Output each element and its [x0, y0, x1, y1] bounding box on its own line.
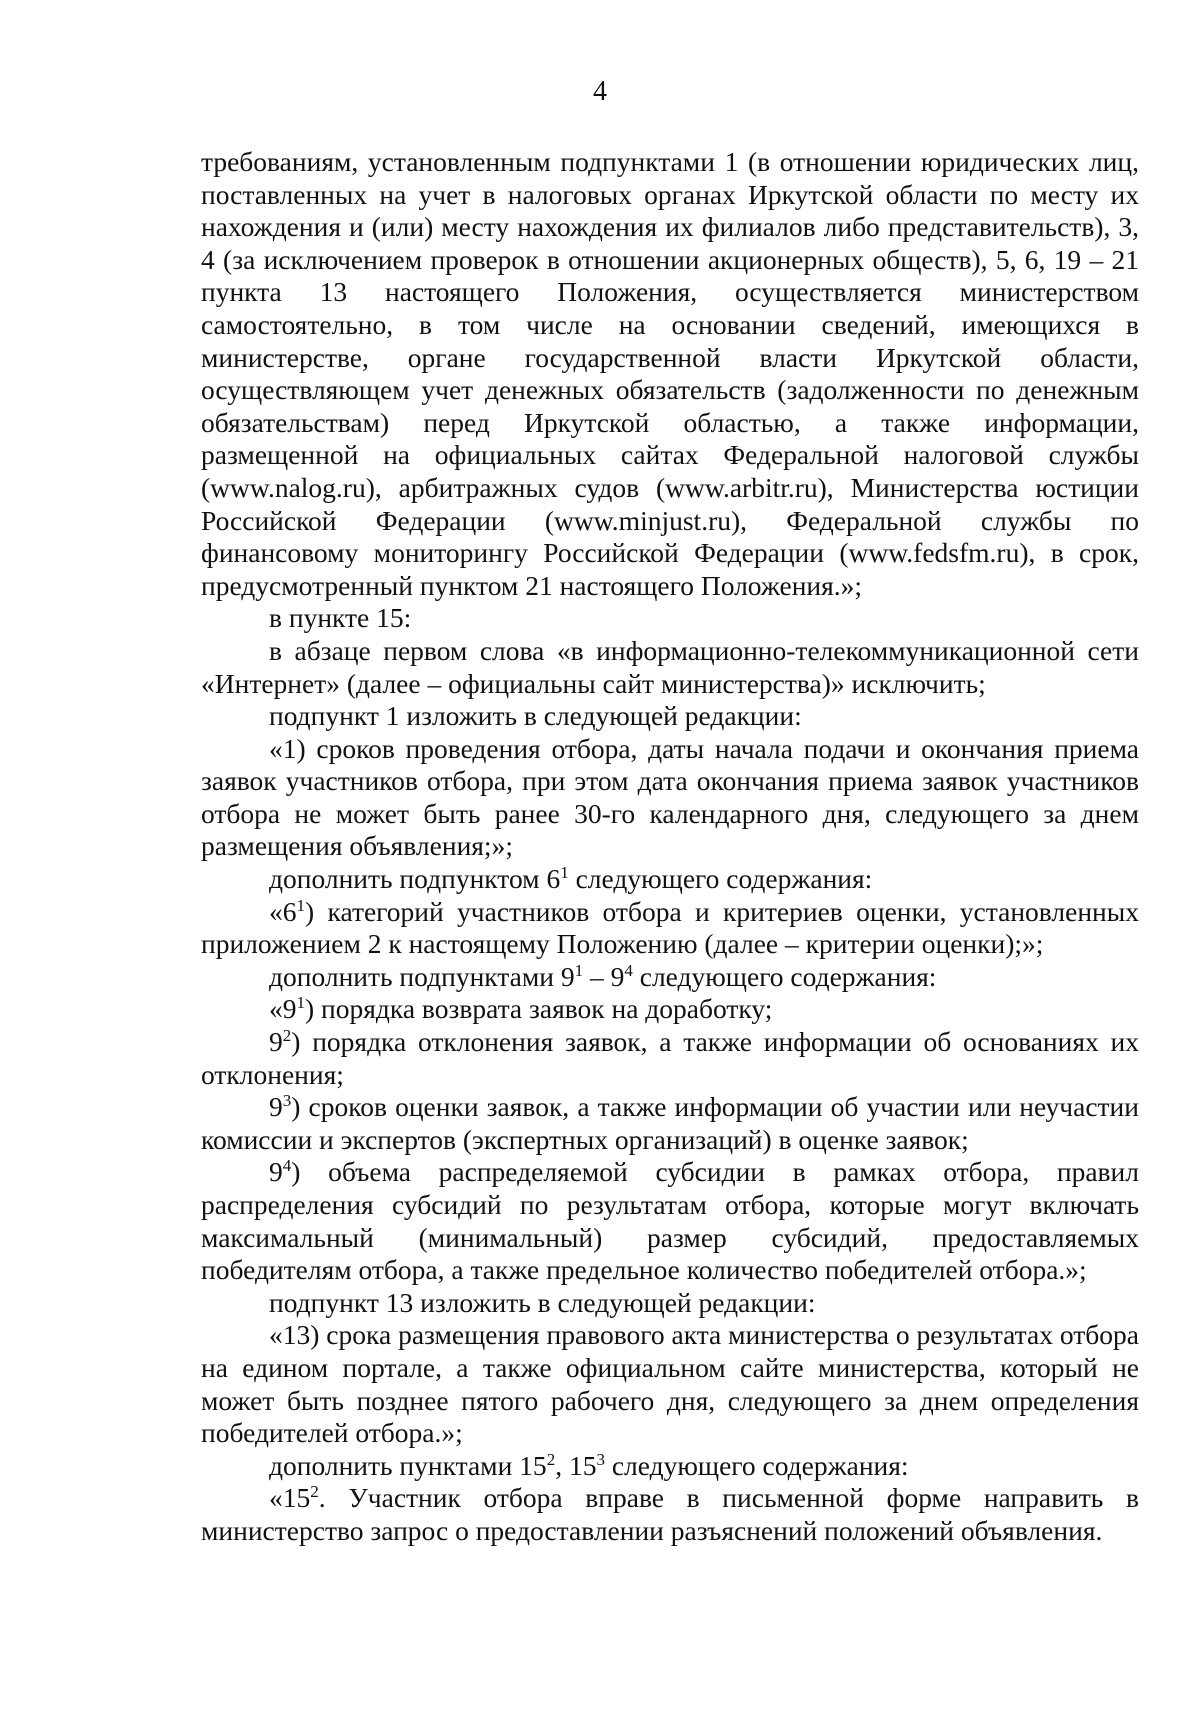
superscript: 4 — [624, 960, 633, 980]
superscript: 2 — [282, 1025, 292, 1045]
paragraph: «13) срока размещения правового акта министерства о результатах отбора на едином портале, а также официальном сайте министерства, который не может быть позднее пятого рабочего дня, следующего за днем определения победителей отбора.»; — [201, 1319, 1139, 1449]
paragraph: подпункт 1 изложить в следующей редакции: — [269, 700, 802, 732]
superscript: 3 — [596, 1449, 605, 1469]
superscript: 3 — [282, 1091, 292, 1111]
text-run: 9 — [269, 1156, 283, 1188]
paragraph: подпункт 13 изложить в следующей редакции: — [269, 1286, 816, 1318]
paragraph — [201, 1091, 1139, 1156]
paragraph — [201, 1156, 1139, 1286]
text-run: «9 — [269, 993, 297, 1025]
text-run: 9 — [269, 1026, 283, 1058]
text-run: 9 — [269, 1091, 283, 1123]
page-number: 4 — [593, 76, 607, 107]
paragraph — [201, 1026, 1139, 1091]
text-run: ) сроков оценки заявок, а также информации об участии или неучастии комиссии и экспертов (экспертных организаций) в оценке заявок; — [201, 1091, 1139, 1155]
text-run: следующего содержания: — [604, 1449, 909, 1481]
text-run: дополнить подпунктами 9 — [269, 960, 575, 992]
superscript: 1 — [574, 960, 584, 980]
paragraph — [201, 961, 1139, 994]
paragraph — [201, 1482, 1139, 1547]
text-run: ) объема распределяемой субсидии в рамках отбора, правил распределения субсидий по результатам отбора, которые могут включать максимальный (минимальный) размер субсидий, предоставляемых победителям отбора, а также предельное количество победителей отбора.»; — [201, 1156, 1139, 1286]
paragraph — [201, 896, 1139, 961]
paragraph — [201, 993, 1139, 1026]
text-run: ) категорий участников отбора и критериев оценки, установленных приложением 2 к настоящему Положению (далее – критерии оценки);»; — [201, 895, 1139, 960]
text-run: ) порядка возврата заявок на доработку; — [305, 993, 773, 1025]
text-run: . Участник отбора вправе в письменной форме направить в министерство запрос о предоставлении разъяснений положений объявления. — [201, 1482, 1139, 1546]
superscript: 2 — [546, 1449, 556, 1469]
document-body — [201, 146, 1139, 1548]
superscript: 1 — [560, 862, 569, 882]
superscript: 4 — [282, 1156, 292, 1176]
text-run: «15 — [269, 1482, 311, 1514]
paragraph: в абзаце первом слова «в информационно-телекоммуникационной сети «Интернет» (далее – официальны сайт министерства)» исключить; — [201, 634, 1139, 699]
paragraph: в пункте 15: — [269, 602, 412, 634]
text-run: «6 — [269, 895, 297, 927]
text-run: , 15 — [555, 1449, 597, 1481]
superscript: 1 — [296, 993, 306, 1013]
paragraph — [201, 863, 1139, 896]
text-run: ) порядка отклонения заявок, а также информации об основаниях их отклонения; — [201, 1026, 1139, 1090]
text-run: дополнить пунктами 15 — [269, 1449, 547, 1481]
text-run: следующего содержания: — [568, 863, 873, 895]
superscript: 1 — [296, 895, 306, 915]
text-run: следующего содержания: — [632, 960, 937, 992]
paragraph: «1) сроков проведения отбора, даты начала подачи и окончания приема заявок участников отбора, при этом дата окончания приема заявок участников отбора не может быть ранее 30-го календарного дня, следующего за днем размещения объявления;»; — [201, 732, 1139, 862]
paragraph: требованиям, установленным подпунктами 1 (в отношении юридических лиц, поставленных на учет в налоговых органах Иркутской области по месту их нахождения и (или) месту нахождения их филиалов либо представительств), 3, 4 (за исключением проверок в отношении акционерных обществ), 5, 6, 19 – 21 пункта 13 настоящего Положения, осуществляется министерством самостоятельно, в том числе на основании сведений, имеющихся в министерстве, органе государственной власти Иркутской области, осуществляющем учет денежных обязательств (задолженности по денежным обязательствам) перед Иркутской областью, а также информации, размещенной на официальных сайтах Федеральной налоговой службы (www.nalog.ru), арбитражных судов (www.arbitr.ru), Министерства юстиции Российской Федерации (www.minjust.ru), Федеральной службы по финансовому мониторингу Российской Федерации (www.fedsfm.ru), в срок, предусмотренный пунктом 21 настоящего Положения.»; — [201, 146, 1139, 601]
superscript: 2 — [310, 1482, 319, 1502]
text-run: дополнить подпунктом 6 — [269, 863, 561, 895]
text-run: – 9 — [583, 960, 625, 992]
paragraph — [201, 1450, 1139, 1483]
